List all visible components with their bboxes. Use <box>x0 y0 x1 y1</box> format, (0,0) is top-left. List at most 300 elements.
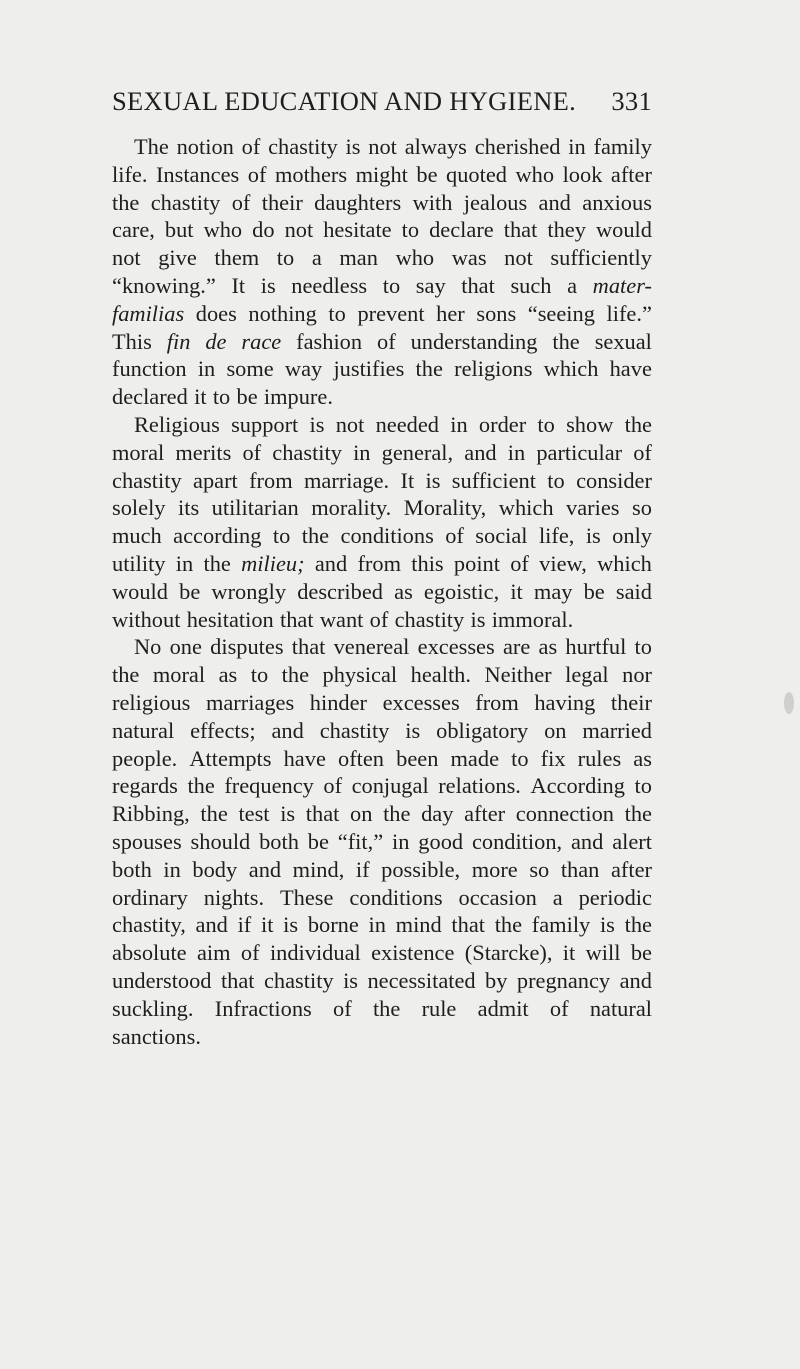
word: the <box>187 773 215 799</box>
word: obligatory <box>436 717 529 743</box>
word: order <box>478 411 527 437</box>
text-line <box>112 772 652 800</box>
text-line <box>112 745 652 773</box>
word: care, <box>112 217 155 243</box>
word: religious <box>112 689 191 715</box>
word: venereal <box>333 634 410 660</box>
text-line <box>112 1023 652 1051</box>
word: described <box>297 578 383 604</box>
text-line <box>112 967 652 995</box>
word: varies <box>566 495 620 521</box>
word: effects; <box>190 717 256 743</box>
text-line <box>112 383 652 411</box>
word: natural <box>589 995 652 1021</box>
page-blemish <box>784 692 794 714</box>
word: natural <box>112 717 175 743</box>
word: it <box>260 912 274 938</box>
text-line <box>112 355 652 383</box>
word: It <box>400 467 415 493</box>
word: in <box>450 411 468 437</box>
word: often <box>338 745 385 771</box>
word: that <box>220 967 255 993</box>
word: to <box>382 272 401 298</box>
word: it <box>194 384 207 410</box>
text-line <box>112 411 652 439</box>
word: always <box>404 134 467 159</box>
word: to <box>401 217 420 243</box>
word: to <box>250 662 269 688</box>
word: sufficiently <box>550 245 652 271</box>
word: morality. <box>311 495 392 521</box>
word: existence <box>371 940 455 966</box>
text-line <box>112 911 652 939</box>
word: as <box>394 578 413 604</box>
word: in <box>507 439 526 465</box>
word: to <box>276 245 295 271</box>
word: test <box>238 801 270 827</box>
word: conjugal <box>351 773 429 799</box>
word: is <box>470 606 486 632</box>
word: hesitation <box>186 606 274 632</box>
word: might <box>355 161 408 187</box>
word: solely <box>112 495 166 521</box>
word: excesses <box>417 634 495 660</box>
word: conditions <box>340 523 434 549</box>
word: would <box>112 578 168 604</box>
word: that <box>503 217 538 243</box>
text-line <box>112 328 652 356</box>
word: utility <box>112 550 166 576</box>
word: is <box>405 717 421 743</box>
word: the <box>281 662 310 688</box>
word: justifies <box>333 356 405 382</box>
word: chastity <box>268 134 338 159</box>
word: chastity <box>319 717 390 743</box>
word: cherished <box>474 134 561 159</box>
word: Infractions <box>214 995 312 1021</box>
word: chastity <box>112 467 182 493</box>
word: of <box>323 773 343 799</box>
word: of <box>247 161 267 187</box>
word: apart <box>193 467 238 493</box>
word: and <box>195 912 228 938</box>
word: of <box>231 189 251 215</box>
word: the <box>112 662 140 688</box>
word: be <box>583 578 605 604</box>
word: much <box>112 523 162 549</box>
word: connection <box>515 801 614 827</box>
word: is <box>283 912 299 938</box>
word: some <box>226 356 274 382</box>
word: regards <box>112 773 178 799</box>
text-line <box>112 216 652 244</box>
word: look <box>562 161 603 187</box>
word: her <box>436 300 465 326</box>
word: the <box>372 995 401 1021</box>
word: life.” <box>606 300 652 326</box>
word: the <box>203 550 231 576</box>
word: According <box>530 773 625 799</box>
word: and <box>538 189 571 215</box>
word: the <box>112 189 140 215</box>
word: the <box>301 523 330 549</box>
word: in <box>175 550 194 576</box>
running-header <box>112 86 652 126</box>
word: on <box>350 801 373 827</box>
word: declared <box>112 384 188 410</box>
word: that <box>461 272 495 298</box>
word: good <box>418 828 464 854</box>
word: be <box>630 940 652 966</box>
word: from <box>249 467 293 493</box>
word: way <box>284 356 323 382</box>
word: Attempts <box>189 745 272 771</box>
word: such <box>510 272 552 298</box>
text-line <box>112 244 652 272</box>
word: chastity <box>272 439 342 465</box>
word: hurtful <box>565 634 627 660</box>
word: race <box>241 328 282 354</box>
word: been <box>396 745 439 771</box>
word: as <box>218 662 238 688</box>
word: legal <box>565 662 609 688</box>
word: in <box>353 439 371 465</box>
word: of <box>549 995 569 1021</box>
word: admit <box>477 995 529 1021</box>
word: a <box>552 884 563 910</box>
word: and <box>570 828 604 854</box>
word: point <box>453 550 500 576</box>
word: their <box>610 689 652 715</box>
word: condition, <box>471 828 563 854</box>
word: The <box>134 134 169 159</box>
word: physical <box>322 662 398 688</box>
word: life, <box>538 523 575 549</box>
text-line <box>112 856 652 884</box>
word: health. <box>410 662 471 688</box>
word: if <box>237 912 252 938</box>
word: the <box>200 801 228 827</box>
text-line <box>112 800 652 828</box>
word: marriages <box>205 689 295 715</box>
text-line <box>112 494 652 522</box>
word: according <box>173 523 262 549</box>
word: rule <box>421 995 457 1021</box>
word: in <box>197 356 216 382</box>
word: that <box>280 606 314 632</box>
word: not <box>368 134 397 159</box>
text-line <box>112 189 652 217</box>
word: Neither <box>484 662 552 688</box>
text-line <box>112 522 652 550</box>
word: frequency <box>224 773 314 799</box>
word: to <box>328 300 346 326</box>
word: said <box>615 578 652 604</box>
word: to <box>511 745 529 771</box>
word: life. <box>112 161 148 187</box>
word: the <box>624 801 652 827</box>
word: is <box>585 523 601 549</box>
word: if <box>355 856 370 882</box>
word: but <box>164 217 194 243</box>
word: of <box>445 523 464 549</box>
word: is <box>599 912 615 938</box>
word: not <box>504 245 533 271</box>
text-line <box>112 133 652 161</box>
word: general, <box>381 439 454 465</box>
word: it <box>562 940 576 966</box>
word: that <box>291 634 326 660</box>
word: quoted <box>446 161 507 187</box>
word: after <box>610 856 652 882</box>
body-text <box>112 133 652 1050</box>
word: in <box>163 856 181 882</box>
word: and <box>619 967 652 993</box>
word: disputes <box>210 634 284 660</box>
text-line <box>112 439 652 467</box>
page-number: 331 <box>611 86 652 116</box>
word: the <box>415 356 443 382</box>
word: be <box>307 828 329 854</box>
word: as <box>538 634 558 660</box>
word: sexual <box>594 328 652 354</box>
word: borne <box>307 912 359 938</box>
word: Instances <box>155 161 240 187</box>
word: de <box>205 328 227 354</box>
word: hinder <box>309 689 367 715</box>
word: the <box>383 801 411 827</box>
word: chastity <box>394 606 465 632</box>
word: merits <box>175 439 232 465</box>
word: sanctions. <box>112 1023 201 1049</box>
text-line <box>112 939 652 967</box>
word: that <box>305 801 340 827</box>
word: understanding <box>410 328 538 354</box>
text-line <box>112 272 652 300</box>
word: show <box>566 411 614 437</box>
word: (Starcke), <box>464 940 553 966</box>
word: family <box>531 912 591 938</box>
word: social <box>475 523 528 549</box>
word: Morality, <box>403 495 487 521</box>
word: daughters <box>314 189 402 215</box>
word: only <box>612 523 652 549</box>
word: after <box>610 161 652 187</box>
word: that <box>451 912 485 938</box>
word: Religious <box>134 411 220 437</box>
word: a <box>567 272 578 298</box>
word: the <box>552 328 580 354</box>
word: to <box>537 411 555 437</box>
word: want <box>319 606 364 632</box>
word: as <box>633 745 652 771</box>
word: which <box>597 550 652 576</box>
word: having <box>534 689 596 715</box>
word: was <box>451 245 487 271</box>
word: chastity <box>263 967 334 993</box>
text-line <box>112 661 652 689</box>
word: excesses <box>382 689 460 715</box>
word: rules <box>577 745 622 771</box>
word: of <box>510 550 529 576</box>
word: on <box>544 717 567 743</box>
text-line <box>112 717 652 745</box>
word: to <box>634 634 652 660</box>
word: declare <box>429 217 494 243</box>
word: does <box>195 300 237 326</box>
word: so <box>529 856 550 882</box>
word: give <box>158 245 197 271</box>
running-title: SEXUAL EDUCATION AND HYGIENE. <box>112 86 577 116</box>
word: nor <box>622 662 652 688</box>
word: religions <box>454 356 533 382</box>
text-line <box>112 578 652 606</box>
word: egoistic, <box>423 578 500 604</box>
text-line <box>112 995 652 1023</box>
word: mind <box>395 912 442 938</box>
word: fashion <box>296 328 363 354</box>
word: family <box>593 134 652 159</box>
word: nothing <box>248 300 317 326</box>
word: them <box>214 245 260 271</box>
word: the <box>624 912 652 938</box>
word: and <box>314 550 348 576</box>
word: This <box>112 328 152 354</box>
word: which <box>543 356 599 382</box>
word: No <box>134 634 162 660</box>
word: mater- <box>592 272 652 298</box>
word: conditions <box>349 884 443 910</box>
word: who <box>515 161 555 187</box>
word: is <box>425 467 441 493</box>
word: ordinary <box>112 884 188 910</box>
word: These <box>279 884 334 910</box>
word: individual <box>269 940 361 966</box>
word: do <box>252 217 275 243</box>
text-line <box>112 467 652 495</box>
word: be <box>179 578 201 604</box>
word: marriage. <box>303 467 390 493</box>
word: “fit,” <box>337 828 384 854</box>
text-line <box>112 689 652 717</box>
word: it <box>510 578 523 604</box>
word: mind, <box>292 856 345 882</box>
word: by <box>485 967 508 993</box>
word: have <box>283 745 326 771</box>
word: to <box>212 384 231 410</box>
word: to <box>634 773 652 799</box>
word: relations. <box>438 773 521 799</box>
word: in <box>568 134 586 159</box>
word: who <box>203 217 243 243</box>
word: fix <box>540 745 566 771</box>
word: occasion <box>458 884 537 910</box>
word: are <box>502 634 531 660</box>
word: both <box>112 856 152 882</box>
word: married <box>582 717 652 743</box>
word: chastity, <box>112 912 186 938</box>
word: milieu; <box>241 550 305 576</box>
word: familias <box>112 300 185 326</box>
word: than <box>560 856 600 882</box>
word: sufficient <box>451 467 536 493</box>
word: who <box>395 245 435 271</box>
word: impure. <box>263 384 333 410</box>
word: not <box>284 217 314 243</box>
word: and <box>271 717 304 743</box>
word: this <box>411 550 444 576</box>
word: be <box>416 161 438 187</box>
word: not <box>335 411 365 437</box>
word: view, <box>539 550 587 576</box>
word: is <box>345 134 361 159</box>
word: is <box>309 411 325 437</box>
word: possible, <box>381 856 461 882</box>
word: support <box>231 411 299 437</box>
word: to <box>272 523 291 549</box>
word: in <box>368 912 386 938</box>
word: man <box>339 245 378 271</box>
word: which <box>498 495 554 521</box>
word: in <box>392 828 410 854</box>
word: moral <box>152 662 206 688</box>
word: consider <box>576 467 652 493</box>
word: of <box>241 134 261 159</box>
word: alert <box>612 828 652 854</box>
word: would <box>595 217 652 243</box>
word: will <box>585 940 621 966</box>
word: a <box>311 245 322 271</box>
text-line <box>112 550 652 578</box>
word: hesitate <box>323 217 392 243</box>
word: It <box>231 272 246 298</box>
word: the <box>494 912 523 938</box>
word: not <box>112 245 141 271</box>
word: its <box>178 495 200 521</box>
word: fin <box>166 328 191 354</box>
word: so <box>632 495 652 521</box>
word: necessitated <box>367 967 476 993</box>
word: of <box>377 328 396 354</box>
word: sons <box>476 300 517 326</box>
word: and <box>248 856 282 882</box>
text-line <box>112 300 652 328</box>
word: from <box>475 689 519 715</box>
word: anxious <box>582 189 652 215</box>
word: they <box>547 217 586 243</box>
word: of <box>242 439 262 465</box>
word: notion <box>176 134 234 159</box>
word: function <box>112 356 187 382</box>
word: Ribbing, <box>112 801 190 827</box>
word: day <box>421 801 454 827</box>
word: jealous <box>463 189 528 215</box>
text-line <box>112 633 652 661</box>
word: is <box>260 272 276 298</box>
word: the <box>624 411 652 437</box>
word: is <box>280 801 296 827</box>
word: is <box>343 967 358 993</box>
word: absolute <box>112 940 187 966</box>
word: after <box>464 801 506 827</box>
text-line <box>112 606 652 634</box>
word: utilitarian <box>211 495 299 521</box>
word: needed <box>375 411 439 437</box>
word: with <box>412 189 453 215</box>
word: say <box>415 272 446 298</box>
text-line <box>112 161 652 189</box>
word: wrongly <box>211 578 287 604</box>
